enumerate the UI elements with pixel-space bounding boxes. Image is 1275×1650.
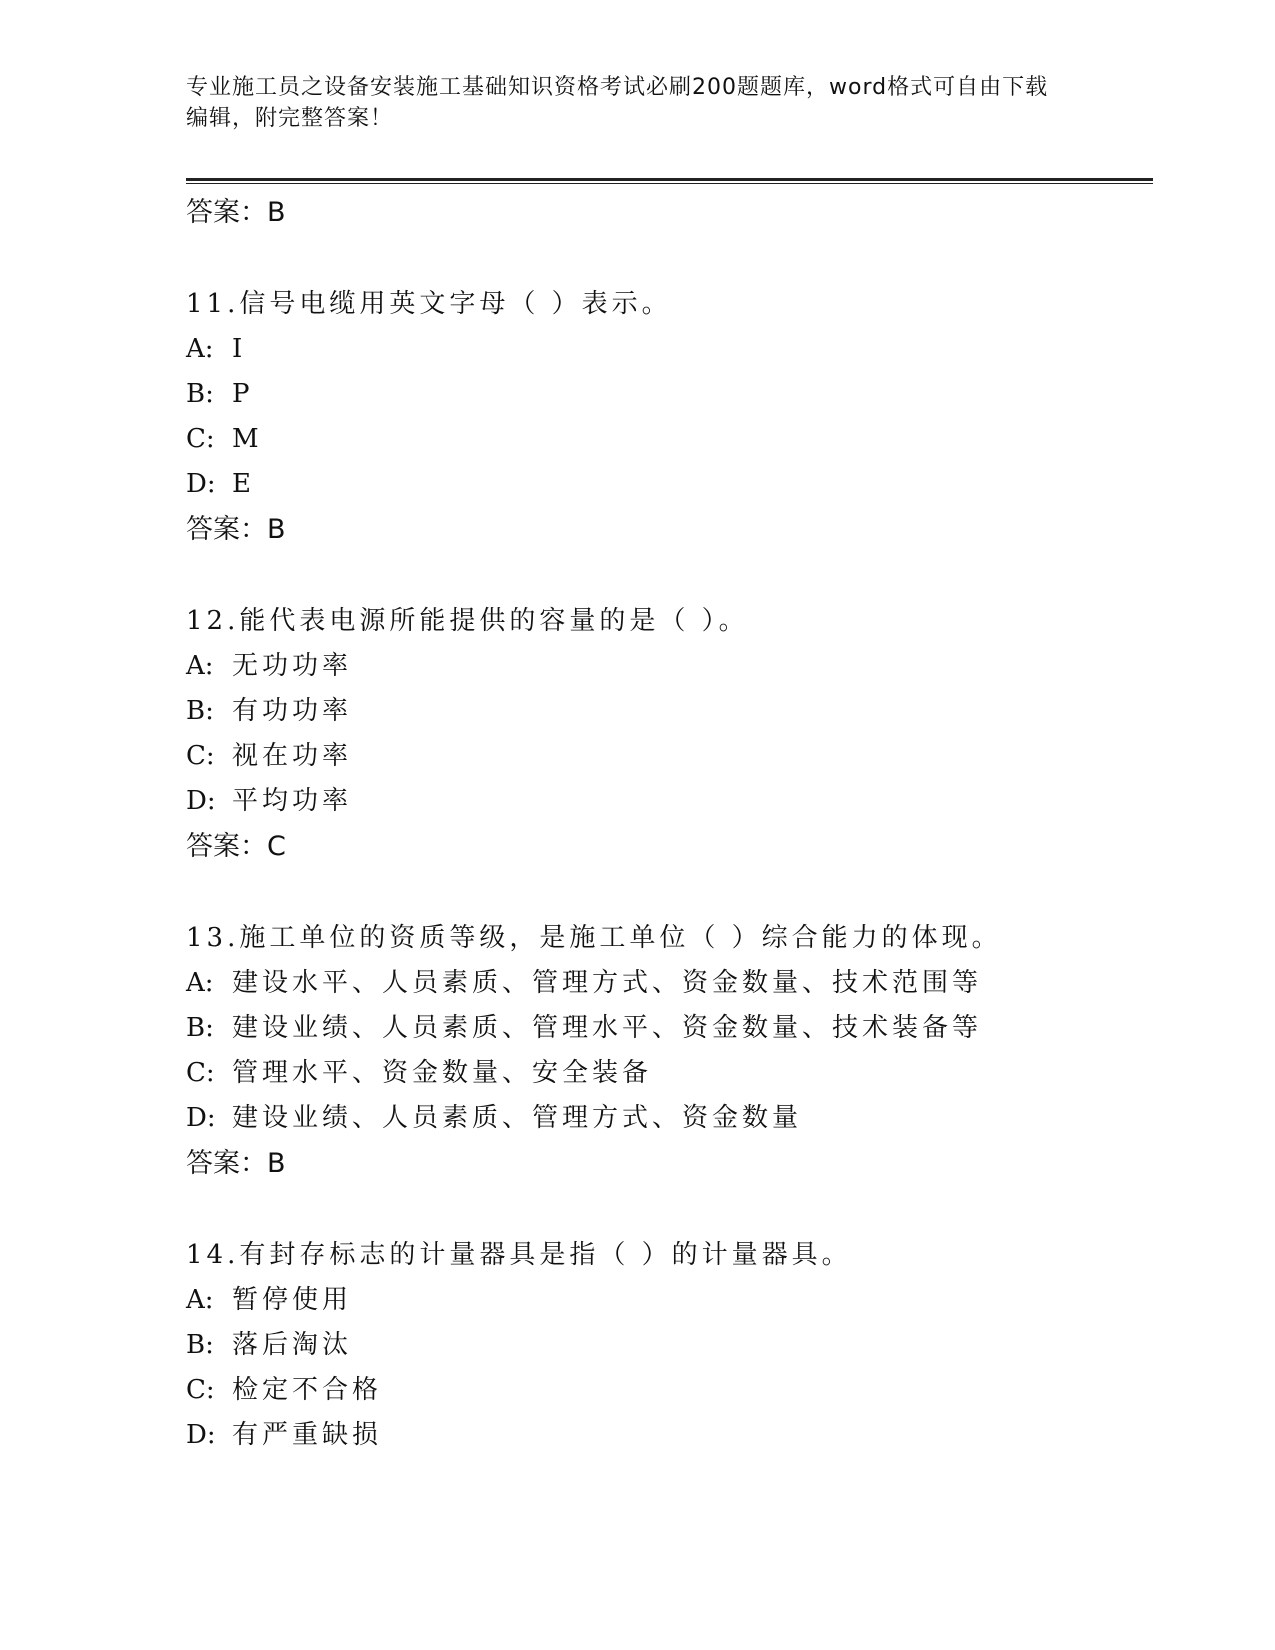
option-b [186, 689, 1153, 734]
question-text: 14.有封存标志的计量器具是指（ ）的计量器具。 [186, 1240, 852, 1270]
question-text: 12.能代表电源所能提供的容量的是（ ）。 [186, 606, 749, 636]
option-text: 建设水平、人员素质、管理方式、资金数量、技术范围等 [232, 968, 983, 998]
option-d [186, 779, 1153, 824]
option-c [186, 734, 1153, 779]
option-text: 建设业绩、人员素质、管理水平、资金数量、技术装备等 [232, 1013, 983, 1043]
option-text: E [232, 469, 255, 499]
option-c [186, 1368, 1153, 1413]
answer-label: 答案：C [186, 831, 286, 862]
option-b [186, 1006, 1153, 1051]
option-text: 无功功率 [232, 651, 353, 681]
header-divider-thin [186, 183, 1153, 184]
option-key: D: [186, 469, 216, 499]
option-key: C: [186, 1375, 215, 1405]
option-c [186, 417, 1153, 462]
question-13 [186, 916, 1153, 1186]
option-text: 有功功率 [232, 696, 353, 726]
option-b [186, 1323, 1153, 1368]
answer-label: 答案：B [186, 1148, 286, 1179]
question-14 [186, 1233, 1153, 1458]
option-text: P [232, 379, 254, 409]
question-text: 13.施工单位的资质等级，是施工单位（ ）综合能力的体现。 [186, 923, 1002, 953]
option-text: 平均功率 [232, 786, 353, 816]
document-header [186, 72, 1066, 134]
header-title: 专业施工员之设备安装施工基础知识资格考试必刷200题题库，word格式可自由下载编辑，附完整答案！ [186, 75, 1049, 131]
question-text: 11.信号电缆用英文字母（ ）表示。 [186, 289, 672, 319]
option-key: D: [186, 1103, 216, 1133]
option-key: A: [186, 651, 214, 681]
option-c [186, 1051, 1153, 1096]
option-key: C: [186, 424, 215, 454]
option-d [186, 1096, 1153, 1141]
option-key: A: [186, 968, 214, 998]
option-text: 有严重缺损 [232, 1420, 383, 1450]
option-text: 检定不合格 [232, 1375, 383, 1405]
option-key: B: [186, 379, 214, 409]
option-key: B: [186, 1013, 214, 1043]
option-key: A: [186, 1285, 214, 1315]
option-text: 建设业绩、人员素质、管理方式、资金数量 [232, 1103, 803, 1133]
option-a [186, 1278, 1153, 1323]
option-text: 管理水平、资金数量、安全装备 [232, 1058, 653, 1088]
answer-label: 答案：B [186, 514, 286, 545]
question-list [186, 190, 1153, 1458]
option-text: I [232, 334, 247, 364]
header-divider-thick [186, 178, 1153, 181]
option-key: C: [186, 741, 215, 771]
option-text: 落后淘汰 [232, 1330, 353, 1360]
option-text: 暂停使用 [232, 1285, 353, 1315]
question-11 [186, 282, 1153, 552]
option-text: 视在功率 [232, 741, 353, 771]
option-key: D: [186, 786, 216, 816]
option-a [186, 644, 1153, 689]
answer-label: 答案：B [186, 197, 286, 228]
option-a [186, 961, 1153, 1006]
option-key: C: [186, 1058, 215, 1088]
option-key: B: [186, 696, 214, 726]
option-text: M [232, 424, 263, 454]
option-d [186, 462, 1153, 507]
option-a [186, 327, 1153, 372]
option-key: D: [186, 1420, 216, 1450]
option-b [186, 372, 1153, 417]
option-d [186, 1413, 1153, 1458]
option-key: B: [186, 1330, 214, 1360]
question-12 [186, 599, 1153, 869]
option-key: A: [186, 334, 214, 364]
